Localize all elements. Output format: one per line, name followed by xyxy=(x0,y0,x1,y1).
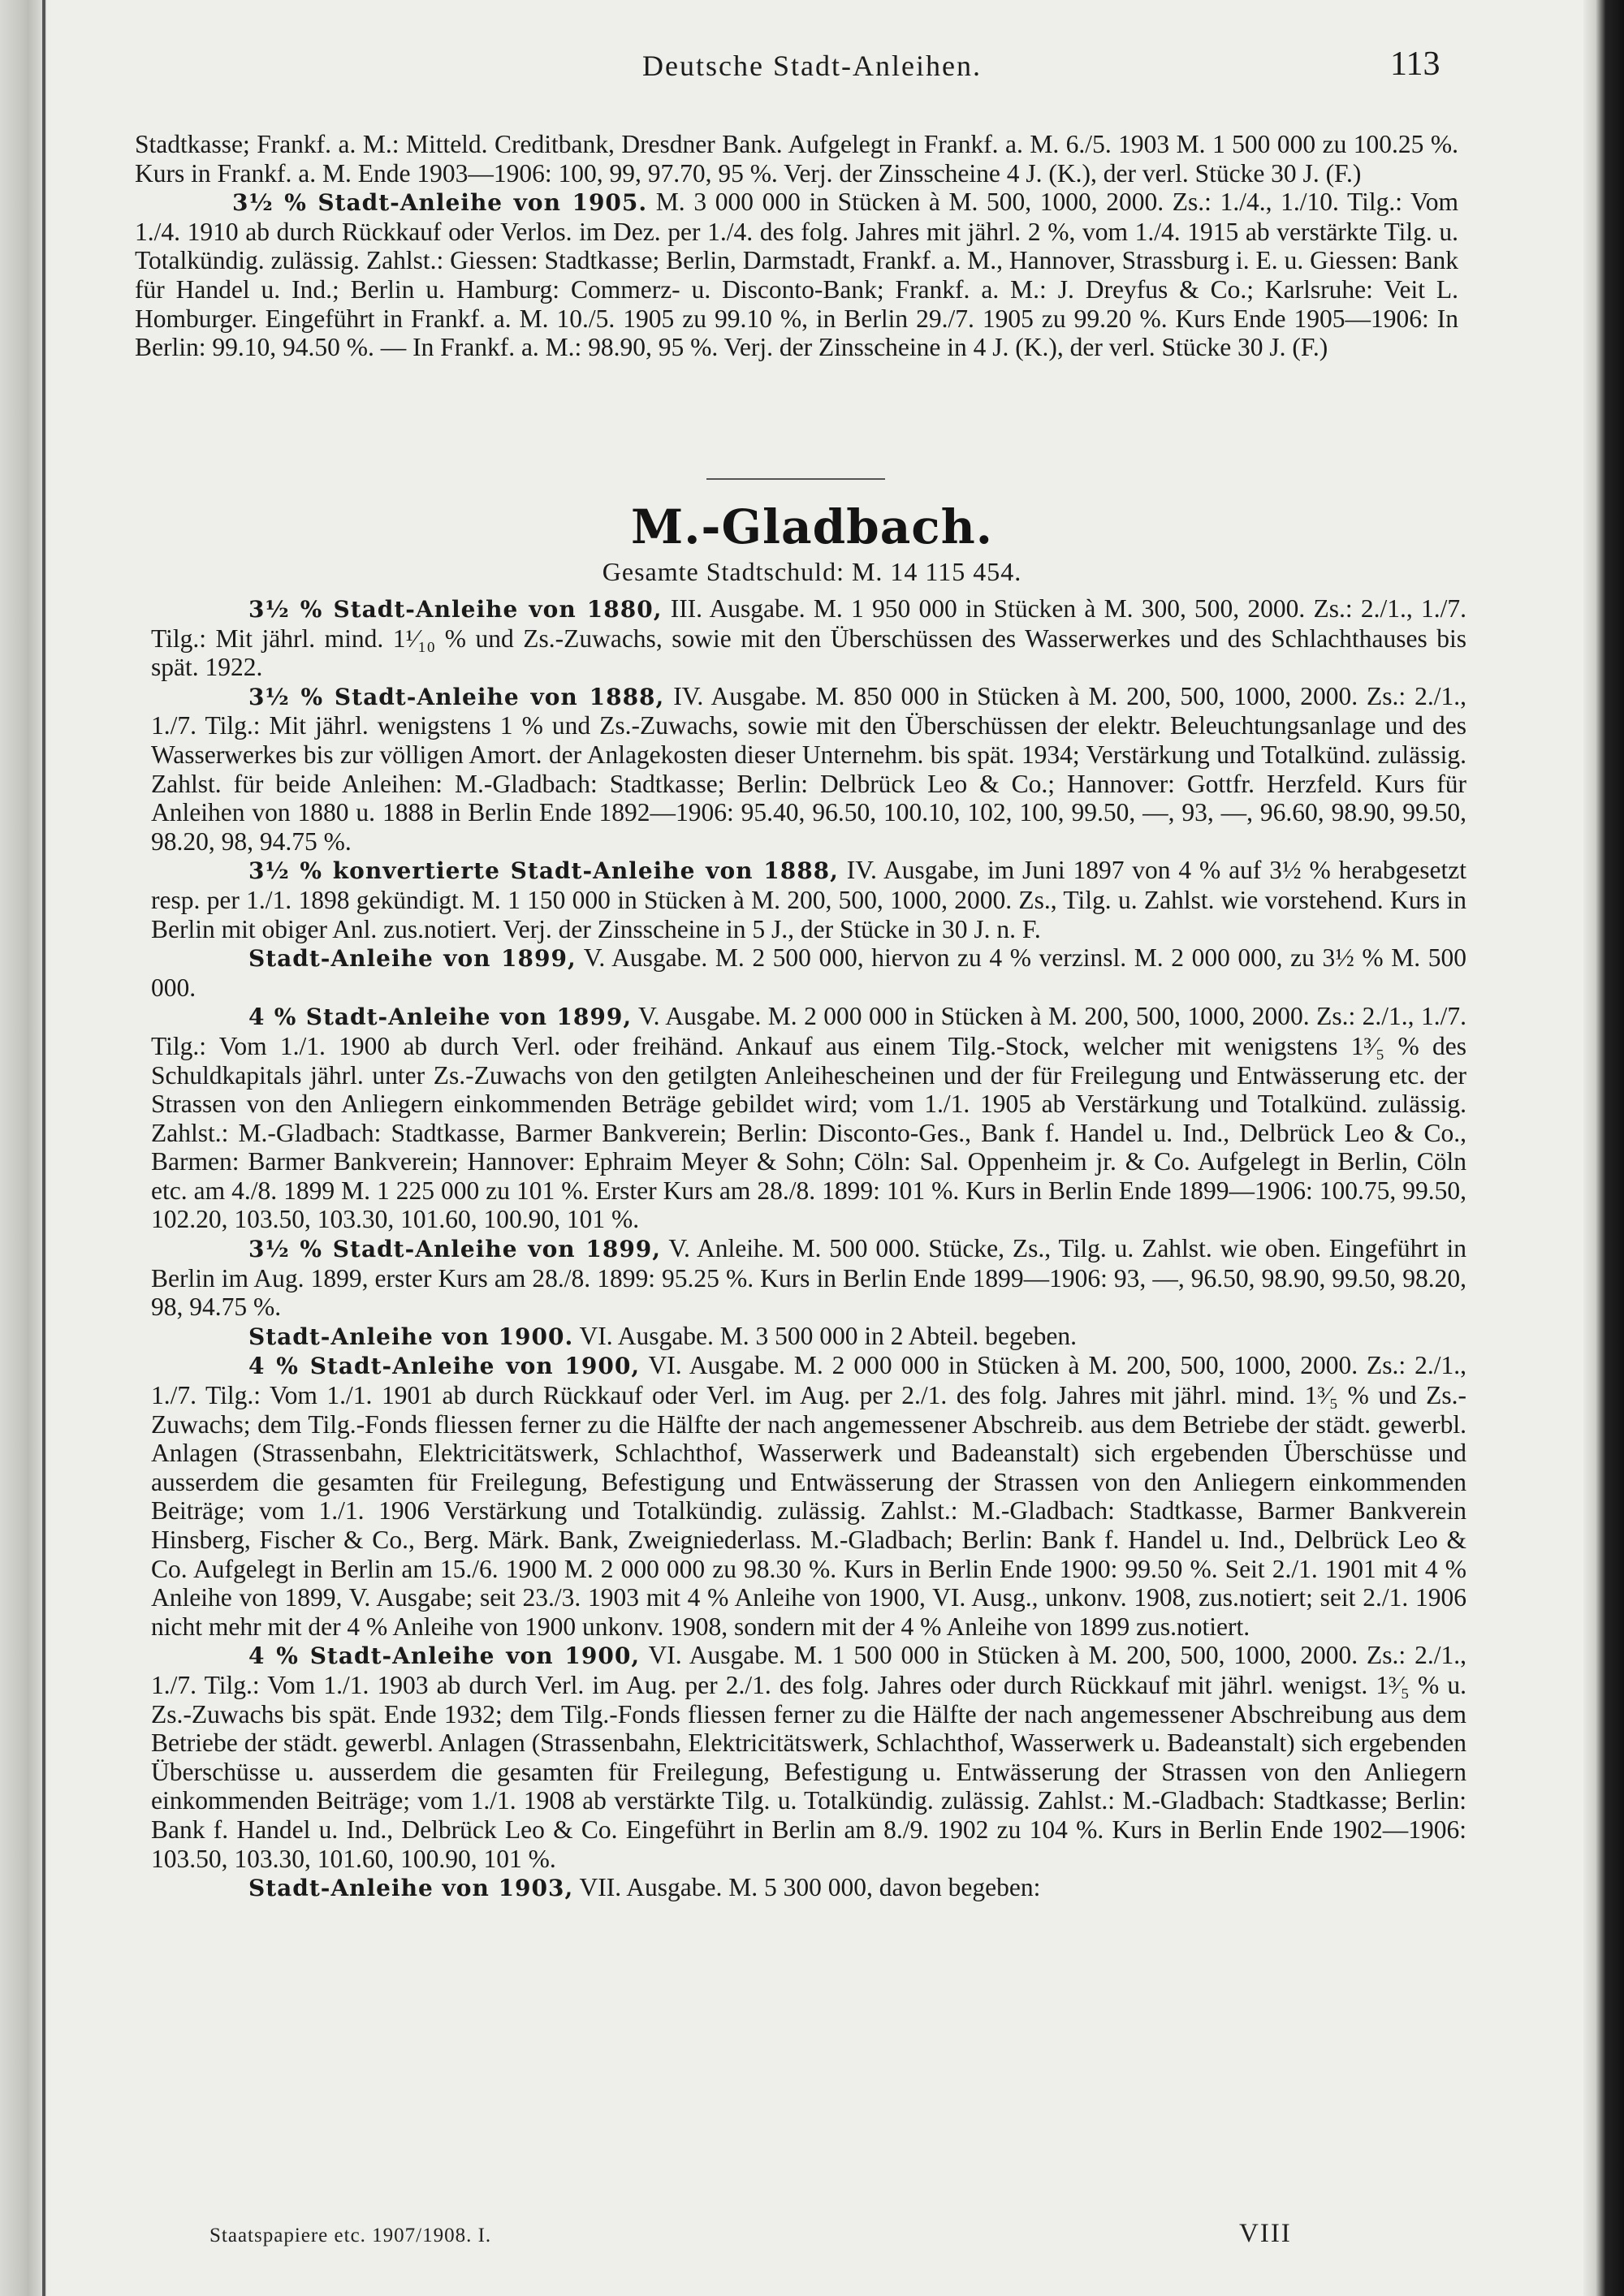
bond-heading: 4 % Stadt-Anleihe von 1900, xyxy=(248,1353,641,1380)
bond-entry xyxy=(151,1641,1466,1873)
bond-entry xyxy=(151,1234,1466,1322)
bond-text: VI. Ausgabe. M. 1 500 000 in Stücken à M. 200, 500, 1000, 2000. Zs.: 2./1., 1./7. Tilg.: Vom 1./1. 1903 ab durch Verl. im Aug. per 2./1. des folg. Jahres oder durch Rückkauf mit jährl. wenigst. 1³⁄₅ % u. Zs.-Zuwachs bis spät. Ende 1932; dem Tilg.-Fonds fliessen ferner zu die Hälfte der nach angemessener Abschreibung aus dem Betriebe der städt. gewerbl. Anlagen (Strassenbahn, Elektricitätswerk, Schlachthof, Wasserwerk u. Badeanstalt) sich ergebenden Überschüsse u. ausserdem die gesamten für Freilegung, Befestigung u. Entwässerung der Strassen von den Anliegern einkommenden Beiträge; vom 1./1. 1908 ab verstärkte Tilg. u. Totalkündig. zulässig. Zahlst.: M.-Gladbach: Stadtkasse; Berlin: Bank f. Handel u. Ind., Delbrück Leo & Co. Eingeführt in Berlin am 8./9. 1902 zu 104 %. Kurs in Berlin Ende 1902—1906: 103.50, 103.30, 101.60, 100.90, 101 %. xyxy=(151,1641,1466,1873)
bond-entry xyxy=(151,943,1466,1002)
bond-entry xyxy=(151,856,1466,943)
bond-text: VI. Ausgabe. M. 2 000 000 in Stücken à M. 200, 500, 1000, 2000. Zs.: 2./1., 1./7. Tilg.: Vom 1./1. 1901 ab durch Rückkauf oder Verl. im Aug. per 2./1. des folg. Jahres mit jährl. mind. 1³⁄₅ % und Zs.-Zuwachs; dem Tilg.-Fonds fliessen ferner zu die Hälfte der nach angemessener Abschreib. aus dem Betriebe der städt. gewerbl. Anlagen (Strassenbahn, Elektricitätswerk, Schlachthof, Wasserwerk und Badeanstalt) sich ergebenden Überschüsse und ausserdem die gesamten für Freilegung, Befestigung und Entwässerung der Strassen von den Anliegern einkommenden Beiträge; vom 1./1. 1906 Verstärkung und Totalkündig. zulässig. Zahlst.: M.-Gladbach: Stadtkasse, Barmer Bankverein Hinsberg, Fischer & Co., Berg. Märk. Bank, Zweigniederlass. M.-Gladbach; Berlin: Bank f. Handel u. Ind., Delbrück Leo & Co. Aufgelegt in Berlin am 15./6. 1900 M. 2 000 000 zu 98.30 %. Kurs in Berlin Ende 1900: 99.50 %. Seit 2./1. 1901 mit 4 % Anleihe von 1899, V. Ausgabe; seit 23./3. 1903 mit 4 % Anleihe von 1900, VI. Ausg., unkonv. 1908, zus.notiert; seit 2./1. 1906 nicht mehr mit der 4 % Anleihe von 1900 unkonv. 1908, sondern mit der 4 % Anleihe von 1899 zus.notiert. xyxy=(151,1351,1466,1641)
bond-entry xyxy=(135,188,1458,362)
bond-heading: Stadt-Anleihe von 1900. xyxy=(248,1323,574,1350)
running-title: Deutsche Stadt-Anleihen. xyxy=(642,50,982,82)
bond-text: IV. Ausgabe. M. 850 000 in Stücken à M. 200, 500, 1000, 2000. Zs.: 2./1., 1./7. Tilg.: Mit jährl. wenigstens 1 % und Zs.-Zuwachs, sowie mit den Überschüssen der elektr. Beleuchtungsanlage und des Wasserwerkes bis zur völligen Amort. der Anlagekosten dieser Unternehm. bis spät. 1934; Verstärkung und Totalkünd. zulässig. Zahlst. für beide Anleihen: M.-Gladbach: Stadtkasse; Berlin: Delbrück Leo & Co.; Hannover: Gottfr. Herzfeld. Kurs für Anleihen von 1880 u. 1888 in Berlin Ende 1892—1906: 95.40, 96.50, 100.10, 102, 100, 99.50, —, 93, —, 96.60, 98.90, 99.50, 98.20, 98, 94.75 %. xyxy=(151,681,1466,856)
bond-entry xyxy=(151,682,1466,857)
bond-text: V. Anleihe. M. 500 000. Stücke, Zs., Tilg. u. Zahlst. wie oben. Eingeführt in Berlin im Aug. 1899, erster Kurs am 28./8. 1899: 95.25 %. Kurs in Berlin Ende 1899—1906: 93, —, 96.50, 98.90, 99.50, 98.20, 98, 94.75 %. xyxy=(151,1234,1466,1322)
bond-entries xyxy=(151,594,1466,1903)
bond-entry xyxy=(151,1002,1466,1234)
bond-heading: 3½ % Stadt-Anleihe von 1888, xyxy=(248,683,665,710)
bond-text: IV. Ausgabe, im Juni 1897 von 4 % auf 3½ % herabgesetzt resp. per 1./1. 1898 gekündigt. M. 1 150 000 in Stücken à M. 200, 500, 1000, 2000. Zs., Tilg. u. Zahlst. wie vorstehend. Kurs in Berlin mit obiger Anl. zus.notiert. Verj. der Zinsscheine in 5 J., der Stücke in 30 J. n. F. xyxy=(151,856,1467,943)
signature-mark: VIII xyxy=(1239,2219,1292,2248)
footer-source: Staatspapiere etc. 1907/1908. I. xyxy=(209,2225,492,2246)
bond-entry xyxy=(151,594,1466,682)
city-heading: M.-Gladbach. xyxy=(631,499,993,555)
bond-entry xyxy=(151,1873,1466,1903)
section-divider xyxy=(706,478,885,480)
total-debt-line: Gesamte Stadtschuld: M. 14 115 454. xyxy=(602,557,1022,586)
bond-heading: Stadt-Anleihe von 1903, xyxy=(248,1875,574,1902)
bond-heading: 3½ % konvertierte Stadt-Anleihe von 1888, xyxy=(248,857,839,885)
bond-heading: 3½ % Stadt-Anleihe von 1880, xyxy=(248,596,663,623)
bond-text: V. Ausgabe. M. 2 500 000, hiervon zu 4 % verzinsl. M. 2 000 000, zu 3½ % M. 500 000. xyxy=(151,943,1466,1002)
top-section xyxy=(135,130,1458,362)
bond-entry xyxy=(151,1351,1466,1641)
bond-text: M. 3 000 000 in Stücken à M. 500, 1000, 2000. Zs.: 1./4., 1./10. Tilg.: Vom 1./4. 1910 ab durch Rückkauf oder Verlos. im Dez. per 1./4. des folg. Jahres mit jährl. 2 %, vom 1./4. 1915 ab verstärkte Tilg. u. Totalkündig. zulässig. Zahlst.: Giessen: Stadtkasse; Berlin, Darmstadt, Frankf. a. M., Hannover, Strassburg i. E. u. Giessen: Bank für Handel u. Ind.; Berlin u. Hamburg: Commerz- u. Disconto-Bank; Frankf. a. M.: J. Dreyfus & Co.; Karlsruhe: Veit L. Homburger. Eingeführt in Frankf. a. M. 10./5. 1905 zu 99.10 %, in Berlin 29./7. 1905 zu 99.20 %. Kurs Ende 1905—1906: In Berlin: 99.10, 94.50 %. — In Frankf. a. M.: 98.90, 95 %. Verj. der Zinsscheine in 4 J. (K.), der verl. Stücke 30 J. (F.) xyxy=(135,188,1458,362)
bond-heading: 4 % Stadt-Anleihe von 1899, xyxy=(248,1003,633,1031)
bond-heading: 4 % Stadt-Anleihe von 1900, xyxy=(248,1642,641,1670)
bond-text: VI. Ausgabe. M. 3 500 000 in 2 Abteil. begeben. xyxy=(573,1321,1077,1350)
left-page-edge xyxy=(0,0,47,2296)
bond-heading: 3½ % Stadt-Anleihe von 1905. xyxy=(232,189,648,217)
right-page-edge xyxy=(1583,0,1624,2296)
bond-text: VII. Ausgabe. M. 5 300 000, davon begeben: xyxy=(573,1873,1041,1902)
bond-heading: Stadt-Anleihe von 1899, xyxy=(248,945,577,973)
bond-entry xyxy=(151,1322,1466,1352)
bond-text: V. Ausgabe. M. 2 000 000 in Stücken à M. 200, 500, 1000, 2000. Zs.: 2./1., 1./7. Tilg.: Vom 1./1. 1900 ab durch Verl. oder freihänd. Ankauf aus einem Tilg.-Stock, welcher mit wenigstens 1³⁄₅ % des Schuldkapitals jährl. unter Zs.-Zuwachs von den getilgten Anleihescheinen und der für Freilegung und Entwässerung etc. der Strassen von den Anliegern einkommenden Beträge gebildet wird; vom 1./1. 1905 ab Verstärkung und Totalkünd. zulässig. Zahlst.: M.-Gladbach: Stadtkasse, Barmer Bankverein; Berlin: Disconto-Ges., Bank f. Handel u. Ind., Delbrück Leo & Co., Barmen: Barmer Bankverein; Hannover: Ephraim Meyer & Sohn; Cöln: Sal. Oppenheim jr. & Co. Aufgelegt in Berlin, Cöln etc. am 4./8. 1899 M. 1 225 000 zu 101 %. Erster Kurs am 28./8. 1899: 101 %. Kurs in Berlin Ende 1899—1906: 100.75, 99.50, 102.20, 103.50, 103.30, 101.60, 100.90, 101 %. xyxy=(151,1002,1466,1234)
bond-heading: 3½ % Stadt-Anleihe von 1899, xyxy=(248,1236,662,1263)
page-number: 113 xyxy=(1390,45,1440,83)
bond-text: III. Ausgabe. M. 1 950 000 in Stücken à M. 300, 500, 2000. Zs.: 2./1., 1./7. Tilg.: Mit jährl. mind. 1¹⁄₁₀ % und Zs.-Zuwachs, sowie mit den Überschüssen des Wasserwerkes und des Schlachthauses bis spät. 1922. xyxy=(151,594,1466,682)
paragraph: Stadtkasse; Frankf. a. M.: Mitteld. Creditbank, Dresdner Bank. Aufgelegt in Frankf. a. M. 6./5. 1903 M. 1 500 000 zu 100.25 %. Kurs in Frankf. a. M. Ende 1903—1906: 100, 99, 97.70, 95 %. Verj. der Zinsscheine 4 J. (K.), der verl. Stücke 30 J. (F.) xyxy=(135,130,1458,188)
